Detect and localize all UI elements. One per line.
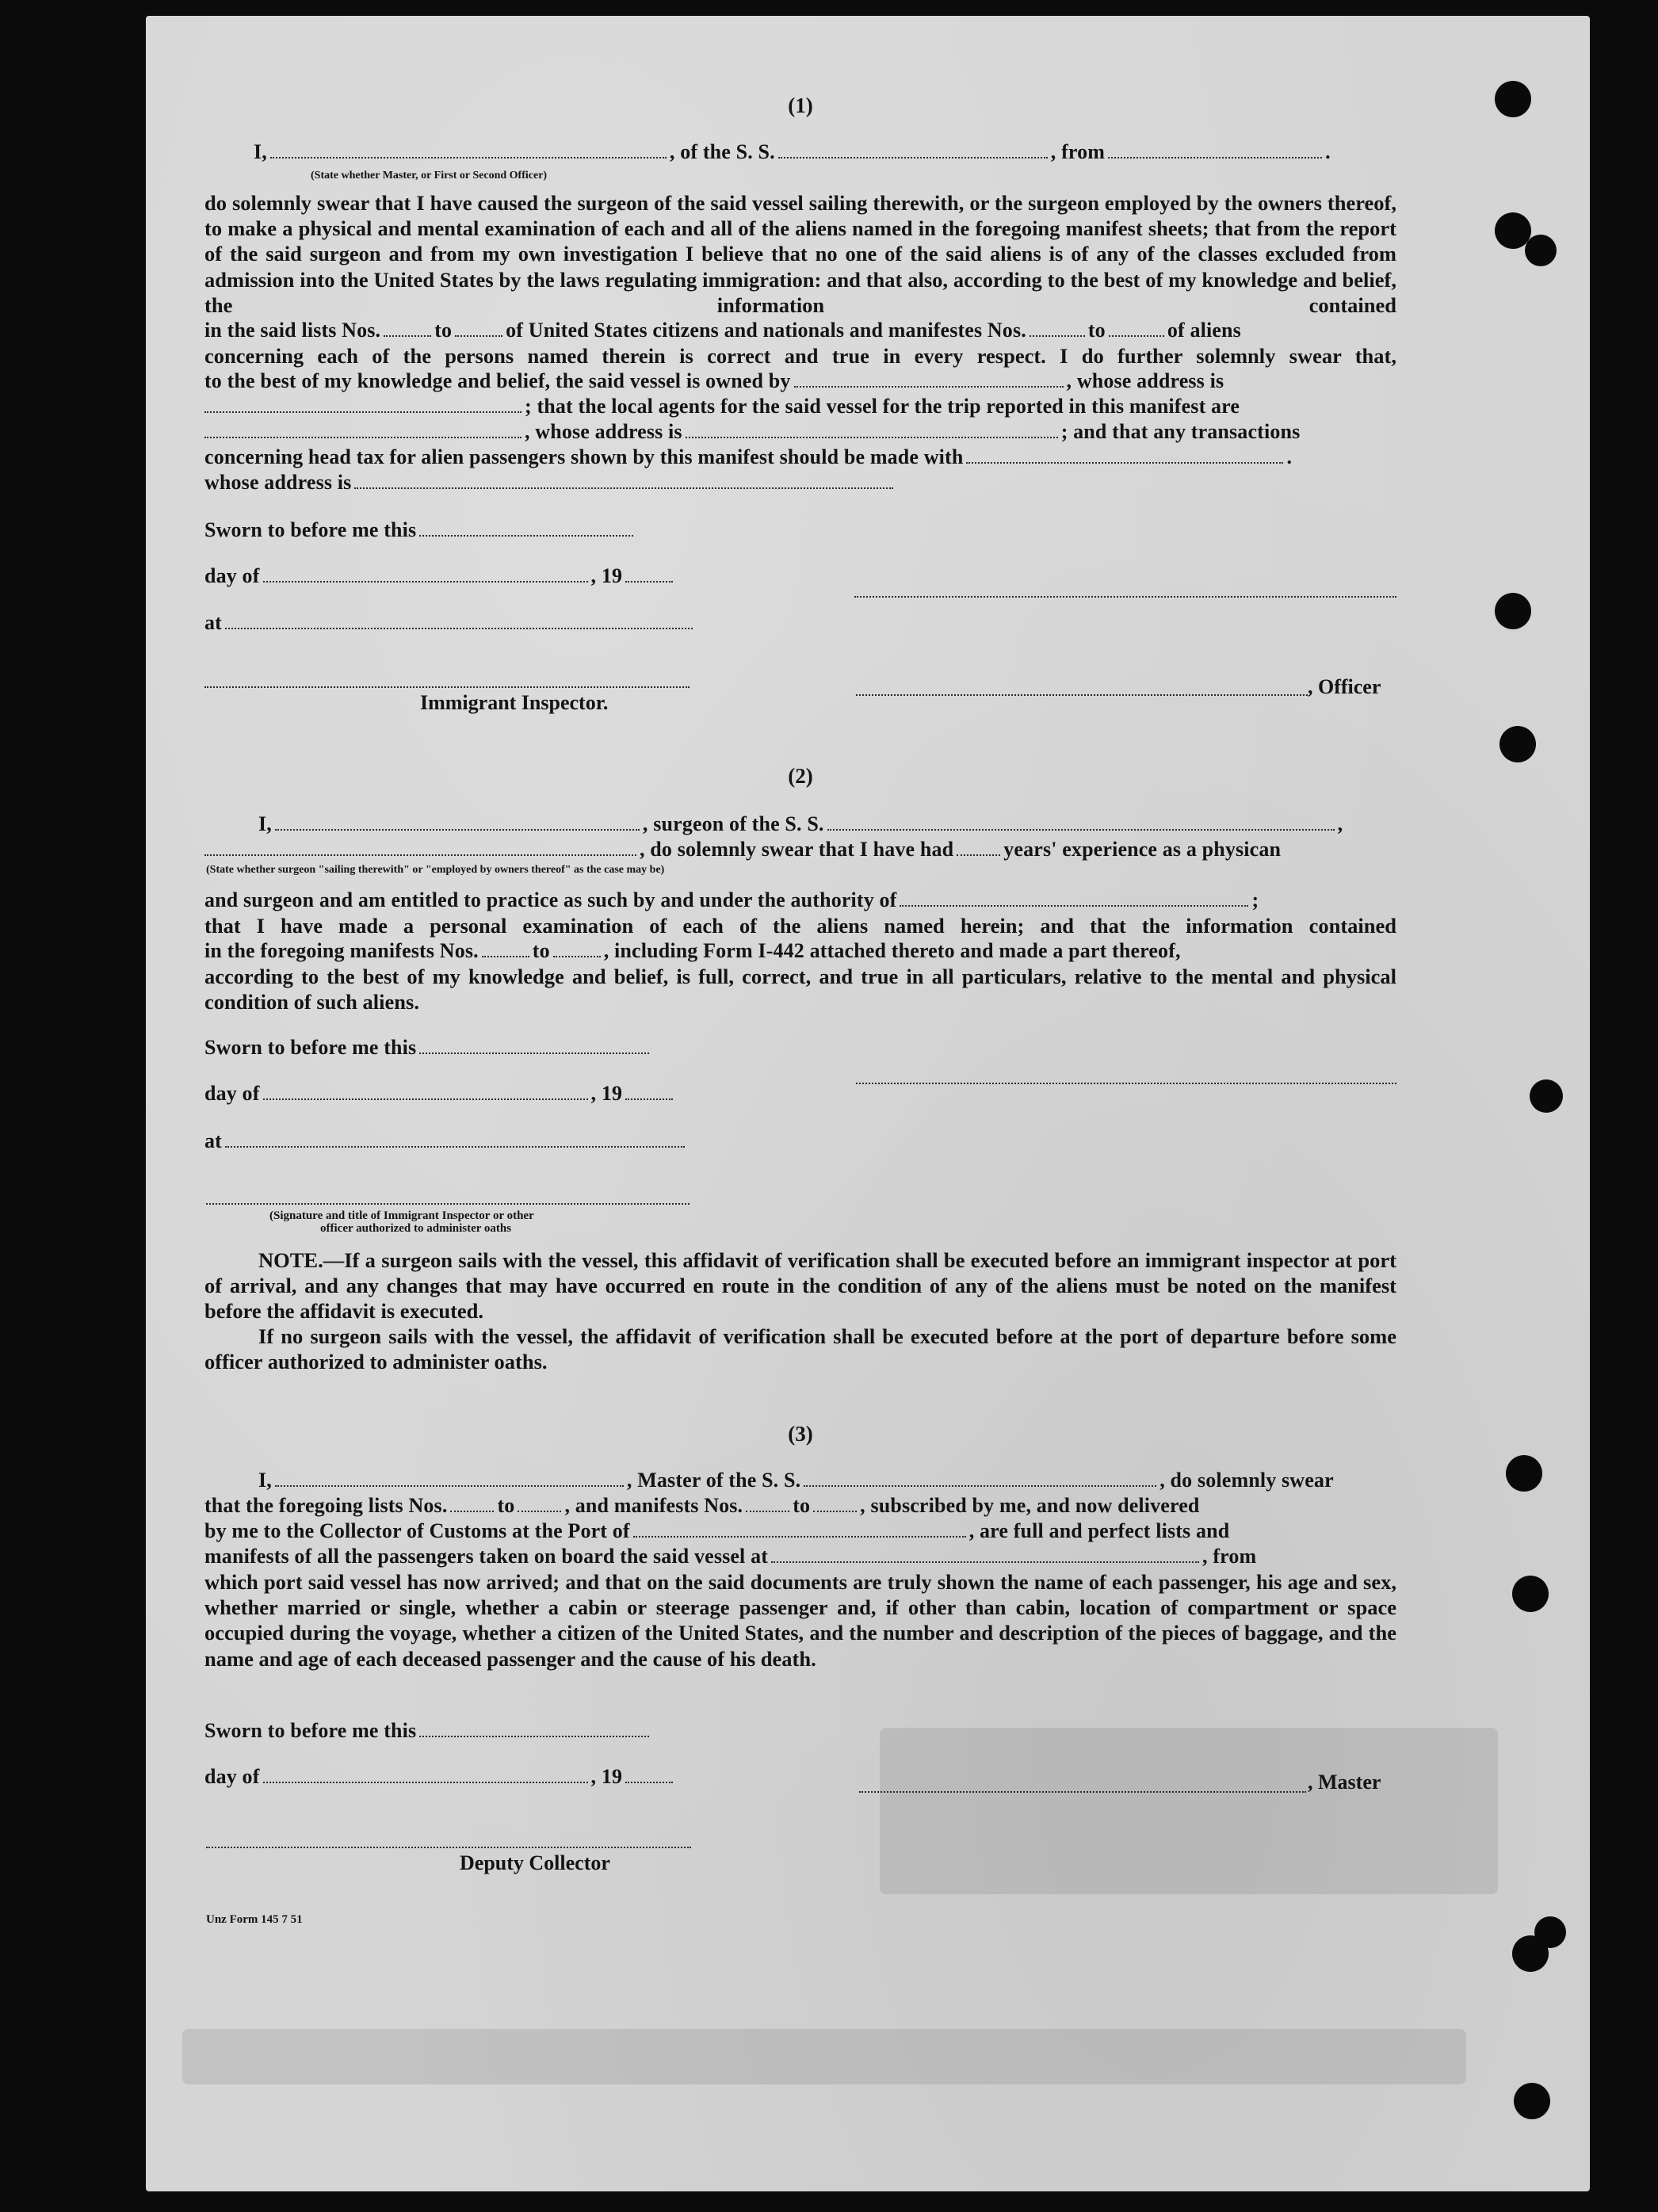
- s2-at-label: at: [204, 1129, 222, 1152]
- s1-officer-signature-line[interactable]: [854, 596, 1396, 598]
- section-2-number: (2): [788, 764, 813, 788]
- section-3-number: (3): [788, 1422, 813, 1446]
- s3-collector-label: by me to the Collector of Customs at the Port of: [204, 1519, 630, 1542]
- s1-agents-line: [204, 394, 1396, 419]
- s2-day-label: day of: [204, 1082, 260, 1105]
- s2-manifests-from-field[interactable]: [482, 940, 529, 957]
- s3-vessel-field[interactable]: [804, 1469, 1156, 1487]
- s2-note-1: NOTE.—If a surgeon sails with the vessel, this affidavit of verification shall be executed before an immigrant inspector at port of arrival, and any changes that may have occurred en route in the condition of any of the aliens must be noted on the manifest before the affidavit is executed.: [204, 1248, 1396, 1324]
- s3-from-label: , from: [1202, 1545, 1257, 1568]
- s1-body: do solemnly swear that I have caused the surgeon of the said vessel sailing therewith, or the surgeon employed by the owners thereof, to make a physical and mental examination of each and all of the aliens named in the foregoing manifest sheets; that from the report of the said surgeon and from my own investigation I believe that no one of the said aliens is of any of the classes excluded from admission into the United States by the laws regulating immigration: and that also, according to the best of my knowledge and belief, the information contained: [204, 191, 1396, 317]
- s1-lists-line: [204, 318, 1396, 343]
- s2-surgeon-label: , surgeon of the S. S.: [642, 812, 824, 835]
- s2-note-2: If no surgeon sails with the vessel, the affidavit of verification shall be executed before at the port of departure before some officer authorized to administer oaths.: [204, 1324, 1396, 1374]
- s1-agents-address-line: [204, 419, 1396, 445]
- s2-manifests-line: [204, 938, 1396, 964]
- s3-year-label: , 19: [590, 1765, 623, 1788]
- s1-owned-line: [204, 369, 1396, 394]
- s3-delivered-label: , subscribed by me, and now delivered: [860, 1494, 1200, 1517]
- s1-day-line: [204, 564, 1396, 589]
- s3-deputy-label: Deputy Collector: [460, 1851, 610, 1874]
- s2-authority-field[interactable]: [900, 889, 1248, 907]
- s1-lists-from-field[interactable]: [384, 319, 431, 337]
- s2-i: I,: [258, 812, 272, 835]
- s2-sig-note-1: (Signature and title of Immigrant Inspector or other: [269, 1209, 534, 1222]
- s1-officer-label: , Officer: [1308, 675, 1381, 698]
- s2-year-field[interactable]: [625, 1083, 673, 1100]
- s2-line-2: [204, 837, 1396, 862]
- s3-sworn-line: [204, 1718, 1396, 1744]
- s2-years-field[interactable]: [957, 839, 1000, 856]
- s1-lists-to-field[interactable]: [455, 319, 502, 337]
- s3-day-line: [204, 1764, 1396, 1790]
- s1-year-field[interactable]: [625, 565, 673, 583]
- s1-at-line: [204, 610, 1396, 636]
- s2-sworn-field[interactable]: [419, 1037, 649, 1054]
- s1-headtax-line: concerning head tax for alien passengers shown by this manifest should be made with .: [204, 445, 1293, 468]
- s2-line-1: [204, 812, 1396, 837]
- s1-manifests-label: of United States citizens and nationals and manifestes Nos.: [506, 319, 1026, 342]
- s2-comma: ,: [1337, 812, 1343, 835]
- s3-manifests-from-field[interactable]: [746, 1495, 789, 1512]
- s3-lists-to-field[interactable]: [518, 1495, 561, 1512]
- s3-swear-label: , do solemnly swear: [1159, 1469, 1334, 1492]
- s3-master-sig-label: , Master: [1308, 1771, 1381, 1794]
- s3-board-port-field[interactable]: [771, 1545, 1199, 1563]
- bleed-through: [880, 1728, 1498, 1894]
- s1-line-1: I, , of the S. S. , from .: [254, 140, 1331, 163]
- s1-sworn-line: [204, 518, 1396, 543]
- s2-manifests-to-field[interactable]: [553, 940, 601, 957]
- s1-day-field[interactable]: [263, 565, 588, 583]
- s3-lists-label: that the foregoing lists Nos.: [204, 1494, 448, 1517]
- s3-name-field[interactable]: [275, 1469, 624, 1487]
- s3-line-1: [204, 1468, 1396, 1493]
- s3-day-label: day of: [204, 1765, 260, 1788]
- punch-hole: [1512, 1576, 1549, 1612]
- punch-hole: [1530, 1079, 1563, 1113]
- s1-body-2: concerning each of the persons named therein is correct and true in every respect. I do further solemnly swear that,: [204, 344, 1396, 368]
- s2-year-label: , 19: [590, 1082, 623, 1105]
- s2-manifests-label: in the foregoing manifests Nos.: [204, 939, 479, 962]
- s3-day-field[interactable]: [263, 1766, 588, 1783]
- s1-name-field[interactable]: [270, 141, 667, 159]
- s3-master-signature-line[interactable]: [859, 1791, 1306, 1793]
- s2-at-line: [204, 1129, 1396, 1154]
- s1-inspector-signature-line[interactable]: [204, 686, 690, 688]
- s2-sig-note-2: officer authorized to administer oaths: [320, 1222, 512, 1235]
- s1-agents-address-field[interactable]: [686, 421, 1058, 438]
- s2-semicolon: ;: [1251, 888, 1259, 911]
- punch-hole: [1534, 1916, 1566, 1948]
- s1-headtax-field[interactable]: [966, 446, 1283, 464]
- s2-swear-label: , do solemnly swear that I have had: [640, 838, 954, 861]
- s1-year-label: , 19: [590, 564, 623, 587]
- s1-agents-field[interactable]: [204, 421, 521, 438]
- s1-aliens-label: of aliens: [1167, 319, 1241, 342]
- s1-of-ss: , of the S. S.: [669, 140, 775, 163]
- s1-headtax-label: concerning head tax for alien passengers shown by this manifest should be made with: [204, 445, 964, 468]
- s3-board-line: [204, 1544, 1396, 1569]
- s3-sworn-field[interactable]: [419, 1720, 649, 1737]
- s1-sworn-field[interactable]: [419, 519, 633, 537]
- s3-manifests-to-label: to: [793, 1494, 811, 1517]
- s1-at-label: at: [204, 611, 222, 634]
- s3-manifests-label: , and manifests Nos.: [564, 1494, 743, 1517]
- s2-practice-label: and surgeon and am entitled to practice as such by and under the authority of: [204, 888, 897, 911]
- s1-owned-label: to the best of my knowledge and belief, the said vessel is owned by: [204, 369, 791, 392]
- s2-inspector-signature-line[interactable]: [206, 1203, 690, 1205]
- s1-lists-to-label: to: [434, 319, 453, 342]
- s1-from-field[interactable]: [1108, 141, 1322, 159]
- s2-manifests-to-label: to: [532, 939, 550, 962]
- s2-at-field[interactable]: [225, 1130, 685, 1148]
- s2-years-label: years' experience as a physican: [1003, 838, 1282, 861]
- s1-i: I,: [254, 140, 267, 163]
- bleed-through: [182, 2029, 1466, 2084]
- s1-agents-address-label: , whose address is: [525, 420, 682, 443]
- s1-officer-note: (State whether Master, or First or Second Officer): [311, 170, 548, 181]
- s2-surgeon-note: (State whether surgeon "sailing therewith" or "employed by owners thereof" as the case may be): [206, 864, 665, 876]
- s2-vessel-field[interactable]: [827, 813, 1335, 831]
- s1-whose-address-line: [204, 470, 1396, 495]
- punch-hole: [1499, 726, 1536, 762]
- s1-lists-label: in the said lists Nos.: [204, 319, 381, 342]
- s3-lists-to-label: to: [497, 1494, 515, 1517]
- s1-whose-address-label: whose address is: [204, 471, 352, 494]
- s1-manifests-to-field[interactable]: [1109, 319, 1164, 337]
- s3-lists-line: [204, 1493, 1396, 1519]
- s3-board-label: manifests of all the passengers taken on board the said vessel at: [204, 1545, 769, 1568]
- punch-hole: [1495, 593, 1531, 629]
- punch-hole: [1514, 2083, 1550, 2119]
- s1-owner-field[interactable]: [794, 370, 1064, 388]
- s3-body: which port said vessel has now arrived; and that on the said documents are truly shown the name of each passenger, his age and sex, whether married or single, whether a cabin or steerage passenger and, if other than cabin, location of compartment or space occupied during the voyage, whether a citizen of the United States, and the number and description of the pieces of baggage, and the name and age of each deceased passenger and the cause of his death.: [204, 1570, 1396, 1671]
- s1-manifests-to-label: to: [1087, 319, 1106, 342]
- s2-form-label: , including Form I-442 attached thereto and made a part thereof,: [603, 939, 1181, 962]
- s2-sworn-line: [204, 1035, 1396, 1060]
- punch-hole: [1495, 81, 1531, 117]
- s3-year-field[interactable]: [625, 1766, 673, 1783]
- s2-day-field[interactable]: [263, 1083, 588, 1100]
- s2-name-field[interactable]: [275, 813, 640, 831]
- s1-at-field[interactable]: [225, 612, 693, 629]
- s3-deputy-signature-line[interactable]: [206, 1847, 691, 1848]
- s2-day-line: [204, 1081, 1396, 1106]
- s2-surgeon-type-field[interactable]: [204, 839, 636, 856]
- s2-practice-line: [204, 888, 1396, 913]
- s1-sworn-label: Sworn to before me this: [204, 518, 417, 541]
- s1-owner-address-field[interactable]: [204, 395, 521, 413]
- s3-sworn-label: Sworn to before me this: [204, 1719, 417, 1742]
- s1-owner-address-label: , whose address is: [1066, 369, 1224, 392]
- s2-body-2: according to the best of my knowledge and belief, is full, correct, and true in all particulars, relative to the mental and physical condition of such aliens.: [204, 965, 1396, 1014]
- punch-hole: [1525, 235, 1557, 266]
- s1-manifests-from-field[interactable]: [1030, 319, 1085, 337]
- s3-lists-from-field[interactable]: [450, 1495, 494, 1512]
- s1-inspector-label: Immigrant Inspector.: [420, 691, 609, 714]
- s3-perfect-label: , are full and perfect lists and: [968, 1519, 1230, 1542]
- s3-collector-line: [204, 1519, 1396, 1544]
- s3-i: I,: [258, 1469, 272, 1492]
- s2-body: that I have made a personal examination of each of the aliens named herein; and that the information contained: [204, 914, 1396, 938]
- s1-transactions-label: ; and that any transactions: [1060, 420, 1301, 443]
- form-identifier: Unz Form 145 7 51: [206, 1913, 303, 1926]
- s1-agents-label: ; that the local agents for the said vessel for the trip reported in this manifest are: [525, 395, 1240, 418]
- s1-officer-name-line[interactable]: [856, 694, 1308, 696]
- s1-vessel-field[interactable]: [778, 141, 1048, 159]
- s2-sworn-label: Sworn to before me this: [204, 1036, 417, 1059]
- s1-day-label: day of: [204, 564, 260, 587]
- section-1-number: (1): [788, 94, 813, 117]
- s3-port-field[interactable]: [633, 1520, 966, 1538]
- s3-manifests-to-field[interactable]: [813, 1495, 857, 1512]
- s1-whose-address-field[interactable]: [354, 472, 893, 489]
- s3-master-label: , Master of the S. S.: [626, 1469, 801, 1492]
- punch-hole: [1506, 1455, 1542, 1492]
- s1-from: , from: [1050, 140, 1106, 163]
